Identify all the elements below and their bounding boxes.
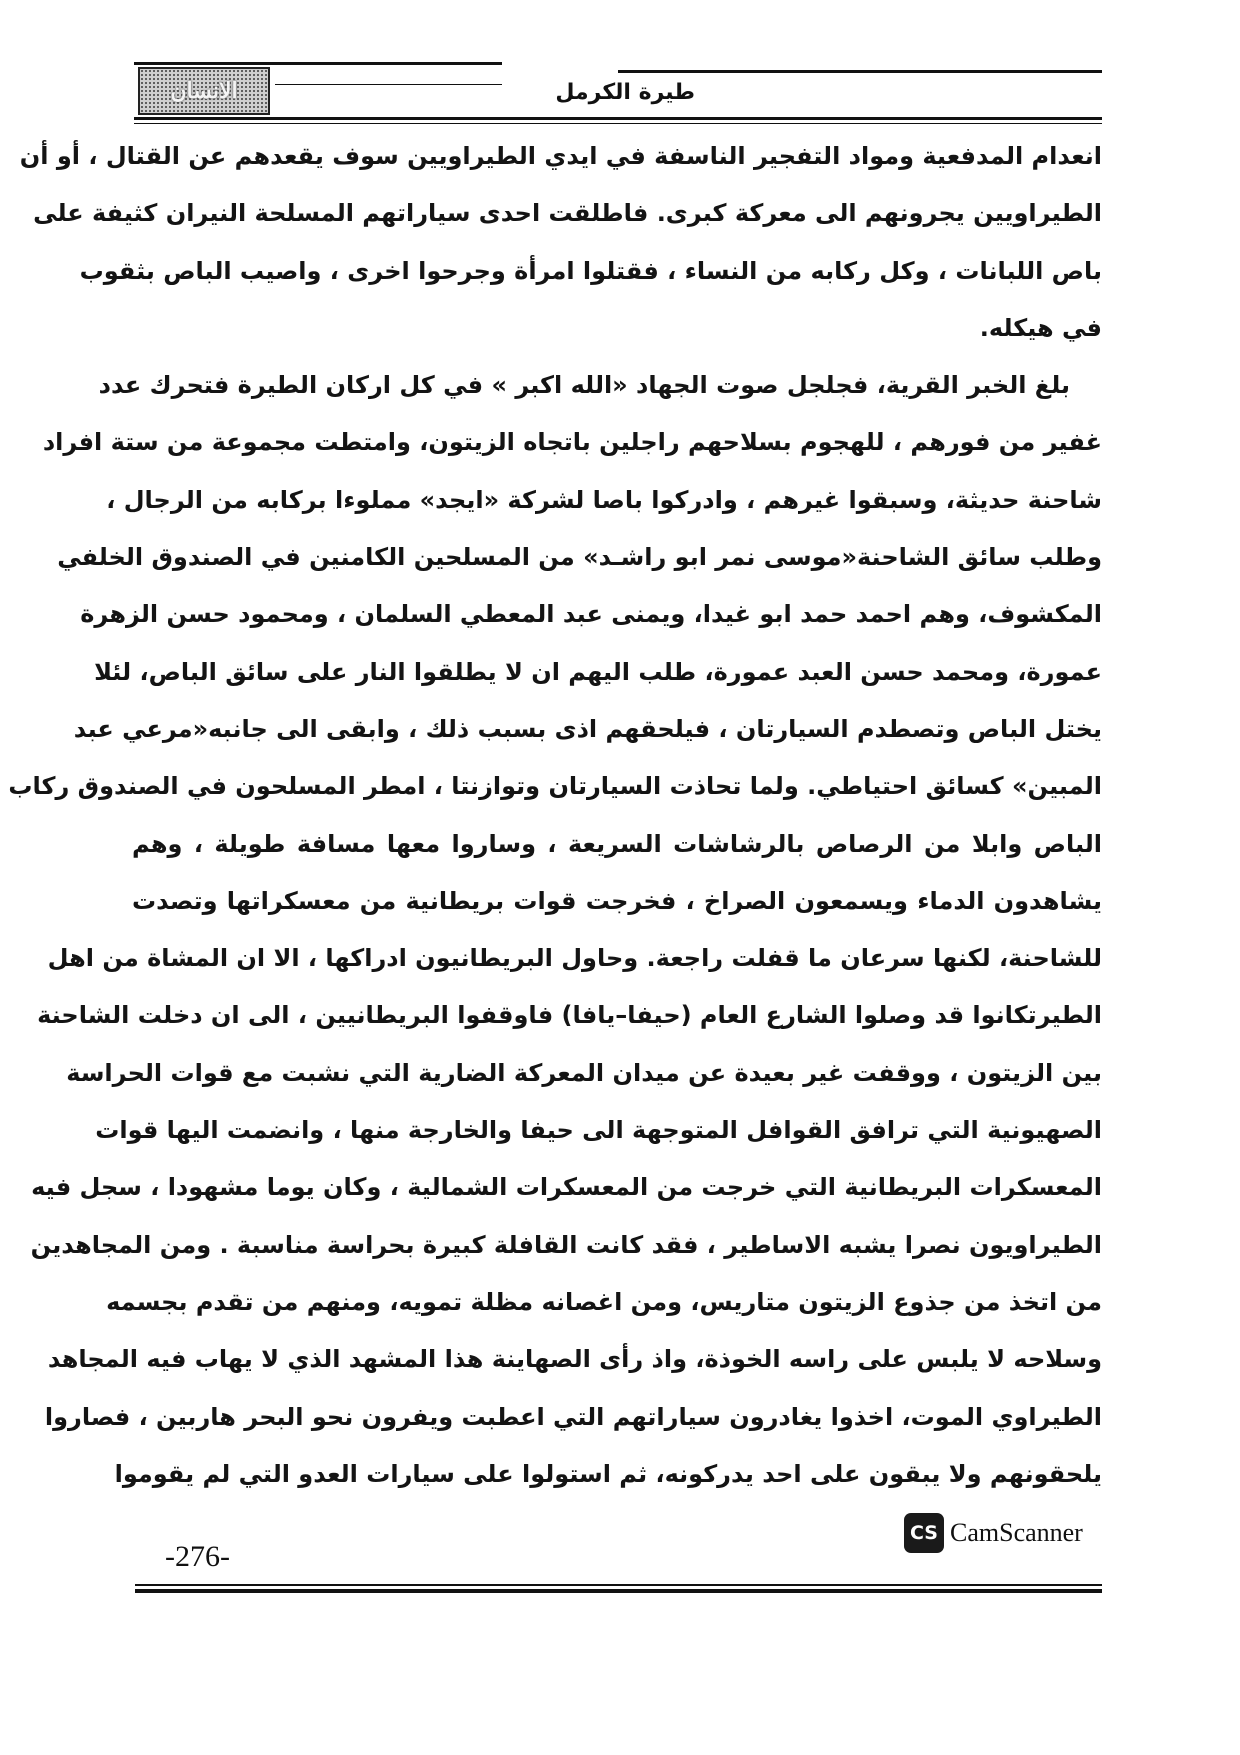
text-line: باص اللبانات ، وكل ركابه من النساء ، فقتلوا امرأة وجرحوا اخرى ، واصيب الباص بثقوب bbox=[79, 256, 1102, 285]
footer-rule-bottom bbox=[135, 1589, 1102, 1593]
header-rule-bottom-thin bbox=[134, 123, 1102, 124]
section-badge bbox=[138, 67, 270, 115]
text-line: الصهيونية التي ترافق القوافل المتوجهة الى حيفا والخارجة منها ، وانضمت اليها قوات bbox=[95, 1116, 1102, 1145]
header-rule-mid bbox=[275, 84, 502, 85]
text-line: بين الزيتون ، ووقفت غير بعيدة عن ميدان المعركة الضارية التي نشبت مع قوات الحراسة bbox=[66, 1058, 1102, 1087]
camscanner-watermark: CamScanner bbox=[950, 1518, 1083, 1547]
running-title: طيرة الكرمل bbox=[555, 80, 695, 105]
text-line: الطيراوي الموت، اخذوا يغادرون سياراتهم التي اعطبت ويفرون نحو البحر هاربين ، فصاروا bbox=[44, 1402, 1102, 1431]
text-line: يختل الباص وتصطدم السيارتان ، فيلحقهم اذى بسبب ذلك ، وابقى الى جانبه«مرعي عبد bbox=[73, 714, 1102, 743]
page-number: -276- bbox=[165, 1540, 230, 1573]
text-line: في هيكله. bbox=[979, 313, 1102, 342]
text-line: المكشوف، وهم احمد حمد ابو غيدا، ويمنى عبد المعطي السلمان ، ومحمود حسن الزهرة bbox=[80, 600, 1102, 629]
text-line: انعدام المدفعية ومواد التفجير الناسفة في ايدي الطيراويين سوف يقعدهم عن القتال ، أو أن bbox=[19, 142, 1102, 170]
text-line: الطيراويون نصرا يشبه الاساطير ، فقد كانت القافلة كبيرة بحراسة مناسبة . ومن المجاهدين bbox=[30, 1230, 1102, 1259]
text-line: المعسكرات البريطانية التي خرجت من المعسكرات الشمالية ، وكان يوما مشهودا ، سجل فيه bbox=[31, 1173, 1102, 1202]
text-line: بلغ الخبر القرية، فجلجل صوت الجهاد «الله اكبر » في كل اركان الطيرة فتحرك عدد bbox=[98, 371, 1070, 400]
text-line: يشاهدون الدماء ويسمعون الصراخ ، فخرجت قوات بريطانية من معسكراتها وتصدت bbox=[132, 886, 1102, 915]
text-line: الطيرتكانوا قد وصلوا الشارع العام (حيفا–يافا) فاوقفوا البريطانيين ، الى ان دخلت الشاحنة bbox=[37, 1001, 1102, 1030]
header-rule-bottom bbox=[134, 117, 1102, 120]
footer-rule-top bbox=[135, 1584, 1102, 1586]
camscanner-logo-icon: CS bbox=[904, 1513, 944, 1553]
text-line: عمورة، ومحمد حسن العبد عمورة، طلب اليهم ان لا يطلقوا النار على سائق الباص، لئلا bbox=[94, 657, 1102, 686]
body-text bbox=[8, 128, 1102, 1503]
text-line: وسلاحه لا يلبس على راسه الخوذة، واذ رأى الصهاينة هذا المشهد الذي لا يهاب فيه المجاهد bbox=[47, 1345, 1102, 1374]
text-line: الطيراويين يجرونهم الى معركة كبرى. فاطلقت احدى سياراتهم المسلحة النيران كثيفة على bbox=[33, 199, 1102, 228]
text-line: غفير من فورهم ، للهجوم بسلاحهم راجلين باتجاه الزيتون، وامتطت مجموعة من ستة افراد bbox=[42, 428, 1102, 457]
section-badge-text: الانسان bbox=[170, 78, 238, 104]
text-line: الباص وابلا من الرصاص بالرشاشات السريعة ، وساروا معها مسافة طويلة ، وهم bbox=[132, 829, 1102, 858]
text-line: شاحنة حديثة، وسبقوا غيرهم ، وادركوا باصا لشركة «ايجد» مملوءا بركابه من الرجال ، bbox=[106, 485, 1102, 514]
text-line: وطلب سائق الشاحنة«موسى نمر ابو راشـد» من المسلحين الكامنين في الصندوق الخلفي bbox=[57, 543, 1102, 572]
text-line: المبين» كسائق احتياطي. ولما تحاذت السيارتان وتوازنتا ، امطر المسلحون في الصندوق ركاب bbox=[8, 772, 1102, 801]
text-line: يلحقونهم ولا يبقون على احد يدركونه، ثم استولوا على سيارات العدو التي لم يقوموا bbox=[114, 1459, 1102, 1488]
header-rule-top-right bbox=[618, 70, 1102, 73]
text-line: للشاحنة، لكنها سرعان ما قفلت راجعة. وحاول البريطانيون ادراكها ، الا ان المشاة من اهل bbox=[47, 944, 1102, 973]
header-rule-top bbox=[134, 62, 502, 65]
text-line: من اتخذ من جذوع الزيتون متاريس، ومن اغصانه مظلة تمويه، ومنهم من تقدم بجسمه bbox=[106, 1287, 1102, 1316]
